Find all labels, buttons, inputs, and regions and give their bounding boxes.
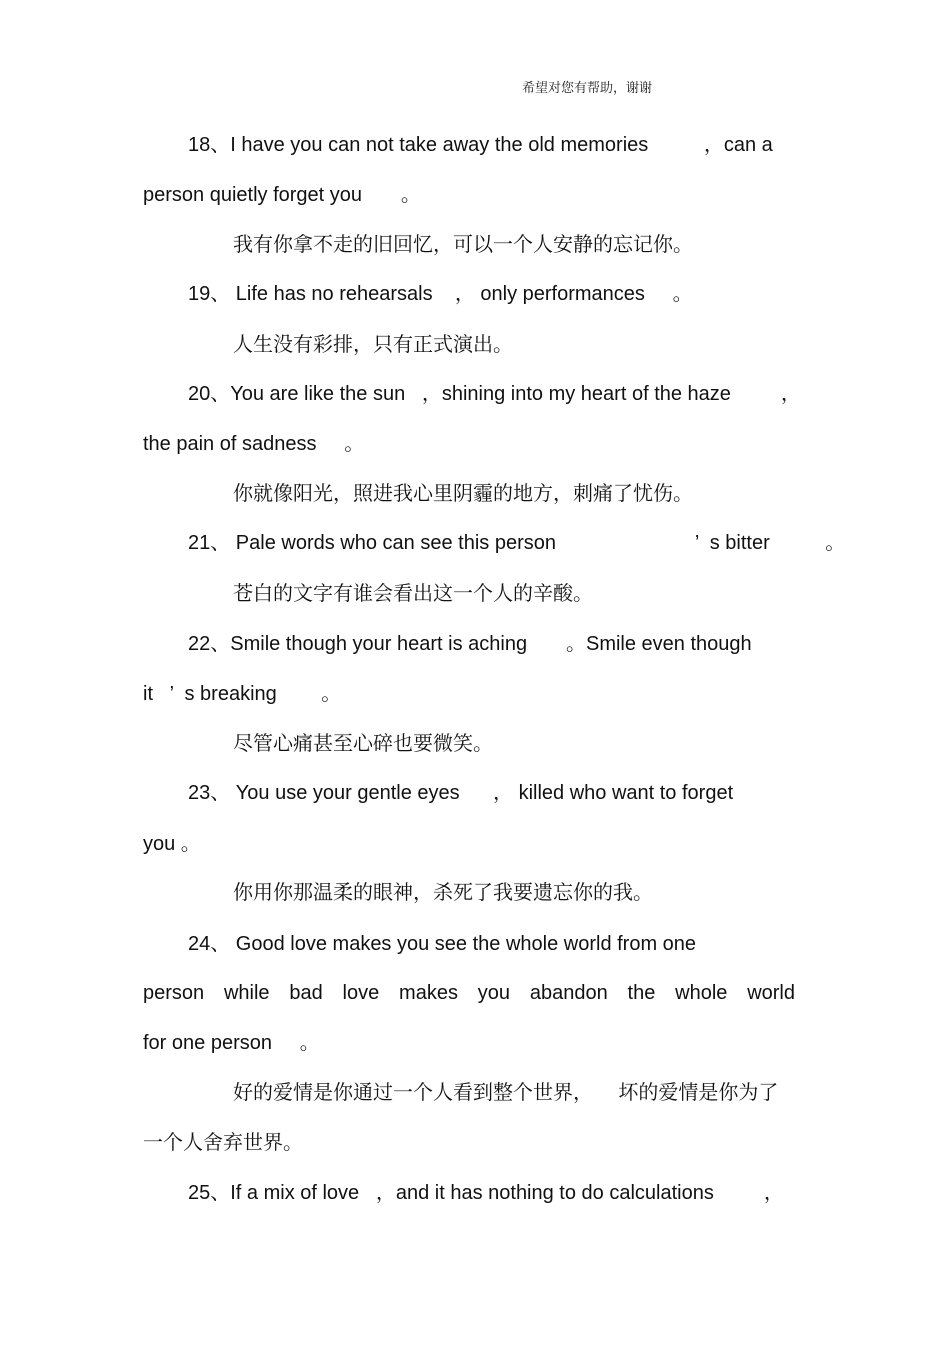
quote-21-chinese: 苍白的文字有谁会看出这一个人的辛酸。 bbox=[233, 581, 593, 605]
quote-20-english-line-1: 20、You are like the sun ，shining into my heart of the haze ， bbox=[188, 383, 801, 405]
quote-21-english: 21、 Pale words who can see this person ’ s bitter 。 bbox=[188, 532, 846, 554]
quote-23-english-line-2: you 。 bbox=[143, 833, 201, 855]
quote-20-chinese: 你就像阳光，照进我心里阴霾的地方，刺痛了忧伤。 bbox=[233, 481, 693, 505]
quote-25-english: 25、If a mix of love ，and it has nothing to do calculations ， bbox=[188, 1182, 784, 1204]
quote-22-english-line-1: 22、Smile though your heart is aching 。Smile even though bbox=[188, 633, 752, 655]
page-header: 希望对您有帮助，谢谢 bbox=[522, 81, 653, 96]
quote-22-chinese: 尽管心痛甚至心碎也要微笑。 bbox=[233, 731, 493, 755]
quote-18-english-line-2: person quietly forget you 。 bbox=[143, 184, 421, 206]
quote-19-english: 19、 Life has no rehearsals ， only performances 。 bbox=[188, 283, 693, 305]
quote-23-chinese: 你用你那温柔的眼神，杀死了我要遗忘你的我。 bbox=[233, 880, 653, 904]
quote-22-english-line-2: it ’ s breaking 。 bbox=[143, 683, 342, 705]
quote-24-chinese-line-2: 一个人舍弃世界。 bbox=[143, 1130, 303, 1154]
quote-18-chinese: 我有你拿不走的旧回忆，可以一个人安静的忘记你。 bbox=[233, 232, 693, 256]
quote-20-english-line-2: the pain of sadness 。 bbox=[143, 433, 365, 455]
quote-24-english-line-3: for one person 。 bbox=[143, 1032, 320, 1054]
quote-24-chinese-line-1: 好的爱情是你通过一个人看到整个世界， 坏的爱情是你为了 bbox=[233, 1080, 779, 1104]
quote-24-english-line-1: 24、 Good love makes you see the whole world from one bbox=[188, 933, 697, 955]
quote-18-english-line-1: 18、I have you can not take away the old memories ，can a bbox=[188, 134, 773, 156]
quote-24-english-line-2: person while bad love makes you abandon the whole world bbox=[143, 982, 795, 1004]
quote-19-chinese: 人生没有彩排，只有正式演出。 bbox=[233, 332, 513, 356]
quote-23-english-line-1: 23、 You use your gentle eyes ， killed who want to forget bbox=[188, 782, 734, 804]
